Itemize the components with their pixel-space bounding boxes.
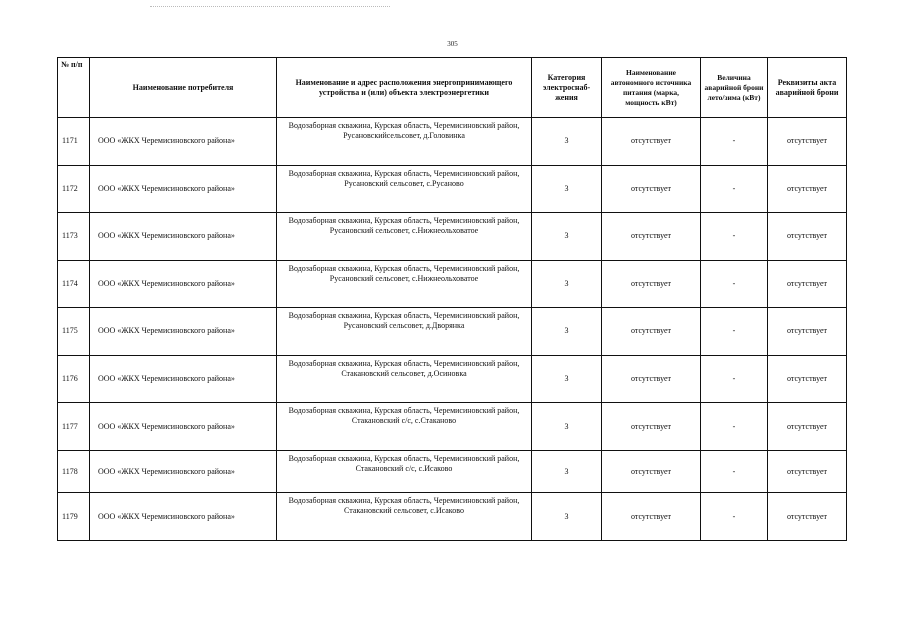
cell-object: Водозаборная скважина, Курская область, Черемисиновский район, Стакановский с/с, с.Исаково bbox=[277, 450, 532, 493]
cell-reserve: - bbox=[701, 355, 768, 403]
table-row bbox=[58, 165, 847, 213]
cell-act: отсутствует bbox=[768, 308, 847, 356]
scan-artifact-line bbox=[150, 6, 390, 7]
cell-category: 3 bbox=[532, 450, 602, 493]
cell-object: Водозаборная скважина, Курская область, Черемисиновский район, Русановский сельсовет, д.Дворянка bbox=[277, 308, 532, 356]
cell-category: 3 bbox=[532, 355, 602, 403]
header-source: Наименование автономного источника питания (марка, мощность кВт) bbox=[602, 58, 701, 118]
cell-object: Водозаборная скважина, Курская область, Черемисиновский район, Русановский сельсовет, с.Нижнеольховатое bbox=[277, 213, 532, 261]
table-row bbox=[58, 355, 847, 403]
cell-object: Водозаборная скважина, Курская область, Черемисиновский район, Стакановский сельсовет, с.Исаково bbox=[277, 493, 532, 541]
cell-consumer: ООО «ЖКХ Черемисиновского района» bbox=[90, 355, 277, 403]
cell-reserve: - bbox=[701, 308, 768, 356]
cell-act: отсутствует bbox=[768, 213, 847, 261]
cell-source: отсутствует bbox=[602, 493, 701, 541]
cell-source: отсутствует bbox=[602, 403, 701, 451]
table-row bbox=[58, 450, 847, 493]
cell-num: 1172 bbox=[58, 165, 90, 213]
cell-act: отсутствует bbox=[768, 165, 847, 213]
page-number: 305 bbox=[447, 40, 458, 48]
cell-reserve: - bbox=[701, 260, 768, 308]
cell-consumer: ООО «ЖКХ Черемисиновского района» bbox=[90, 213, 277, 261]
header-act: Реквизиты акта аварийной брони bbox=[768, 58, 847, 118]
cell-category: 3 bbox=[532, 260, 602, 308]
header-num: № п/п bbox=[58, 58, 90, 118]
cell-object: Водозаборная скважина, Курская область, Черемисиновский район, Стакановский сельсовет, д.Осиновка bbox=[277, 355, 532, 403]
cell-consumer: ООО «ЖКХ Черемисиновского района» bbox=[90, 118, 277, 166]
cell-object: Водозаборная скважина, Курская область, Черемисиновский район, Русановский сельсовет, с.Нижнеольховатое bbox=[277, 260, 532, 308]
cell-object: Водозаборная скважина, Курская область, Черемисиновский район, Русановскийсельсовет, д.Головинка bbox=[277, 118, 532, 166]
cell-category: 3 bbox=[532, 308, 602, 356]
cell-object: Водозаборная скважина, Курская область, Черемисиновский район, Русановский сельсовет, с.Русаново bbox=[277, 165, 532, 213]
cell-category: 3 bbox=[532, 213, 602, 261]
cell-source: отсутствует bbox=[602, 355, 701, 403]
table-header-row bbox=[58, 58, 847, 118]
cell-consumer: ООО «ЖКХ Черемисиновского района» bbox=[90, 493, 277, 541]
cell-consumer: ООО «ЖКХ Черемисиновского района» bbox=[90, 450, 277, 493]
cell-source: отсутствует bbox=[602, 165, 701, 213]
cell-reserve: - bbox=[701, 165, 768, 213]
reserve-table bbox=[57, 57, 847, 541]
cell-consumer: ООО «ЖКХ Черемисиновского района» bbox=[90, 260, 277, 308]
header-category: Категория электроснаб-жения bbox=[532, 58, 602, 118]
cell-source: отсутствует bbox=[602, 260, 701, 308]
cell-category: 3 bbox=[532, 493, 602, 541]
cell-reserve: - bbox=[701, 403, 768, 451]
cell-act: отсутствует bbox=[768, 493, 847, 541]
cell-source: отсутствует bbox=[602, 450, 701, 493]
cell-act: отсутствует bbox=[768, 260, 847, 308]
cell-num: 1174 bbox=[58, 260, 90, 308]
cell-act: отсутствует bbox=[768, 118, 847, 166]
cell-num: 1173 bbox=[58, 213, 90, 261]
table-row bbox=[58, 308, 847, 356]
cell-source: отсутствует bbox=[602, 308, 701, 356]
cell-num: 1178 bbox=[58, 450, 90, 493]
table-row bbox=[58, 213, 847, 261]
table-row bbox=[58, 403, 847, 451]
header-reserve: Величина аварийной брони лето/зима (кВт) bbox=[701, 58, 768, 118]
table-row bbox=[58, 118, 847, 166]
header-consumer: Наименование потребителя bbox=[90, 58, 277, 118]
cell-num: 1171 bbox=[58, 118, 90, 166]
cell-num: 1177 bbox=[58, 403, 90, 451]
cell-act: отсутствует bbox=[768, 450, 847, 493]
cell-act: отсутствует bbox=[768, 403, 847, 451]
cell-num: 1179 bbox=[58, 493, 90, 541]
cell-reserve: - bbox=[701, 493, 768, 541]
cell-consumer: ООО «ЖКХ Черемисиновского района» bbox=[90, 308, 277, 356]
cell-object: Водозаборная скважина, Курская область, Черемисиновский район, Стакановский с/с, с.Стаканово bbox=[277, 403, 532, 451]
cell-category: 3 bbox=[532, 118, 602, 166]
cell-reserve: - bbox=[701, 213, 768, 261]
cell-category: 3 bbox=[532, 403, 602, 451]
cell-act: отсутствует bbox=[768, 355, 847, 403]
cell-consumer: ООО «ЖКХ Черемисиновского района» bbox=[90, 165, 277, 213]
cell-reserve: - bbox=[701, 118, 768, 166]
header-object: Наименование и адрес расположения энергопринимающего устройства и (или) объекта электроэнергетики bbox=[277, 58, 532, 118]
cell-category: 3 bbox=[532, 165, 602, 213]
cell-source: отсутствует bbox=[602, 213, 701, 261]
table-row bbox=[58, 493, 847, 541]
cell-num: 1175 bbox=[58, 308, 90, 356]
cell-num: 1176 bbox=[58, 355, 90, 403]
cell-reserve: - bbox=[701, 450, 768, 493]
cell-consumer: ООО «ЖКХ Черемисиновского района» bbox=[90, 403, 277, 451]
table-row bbox=[58, 260, 847, 308]
cell-source: отсутствует bbox=[602, 118, 701, 166]
